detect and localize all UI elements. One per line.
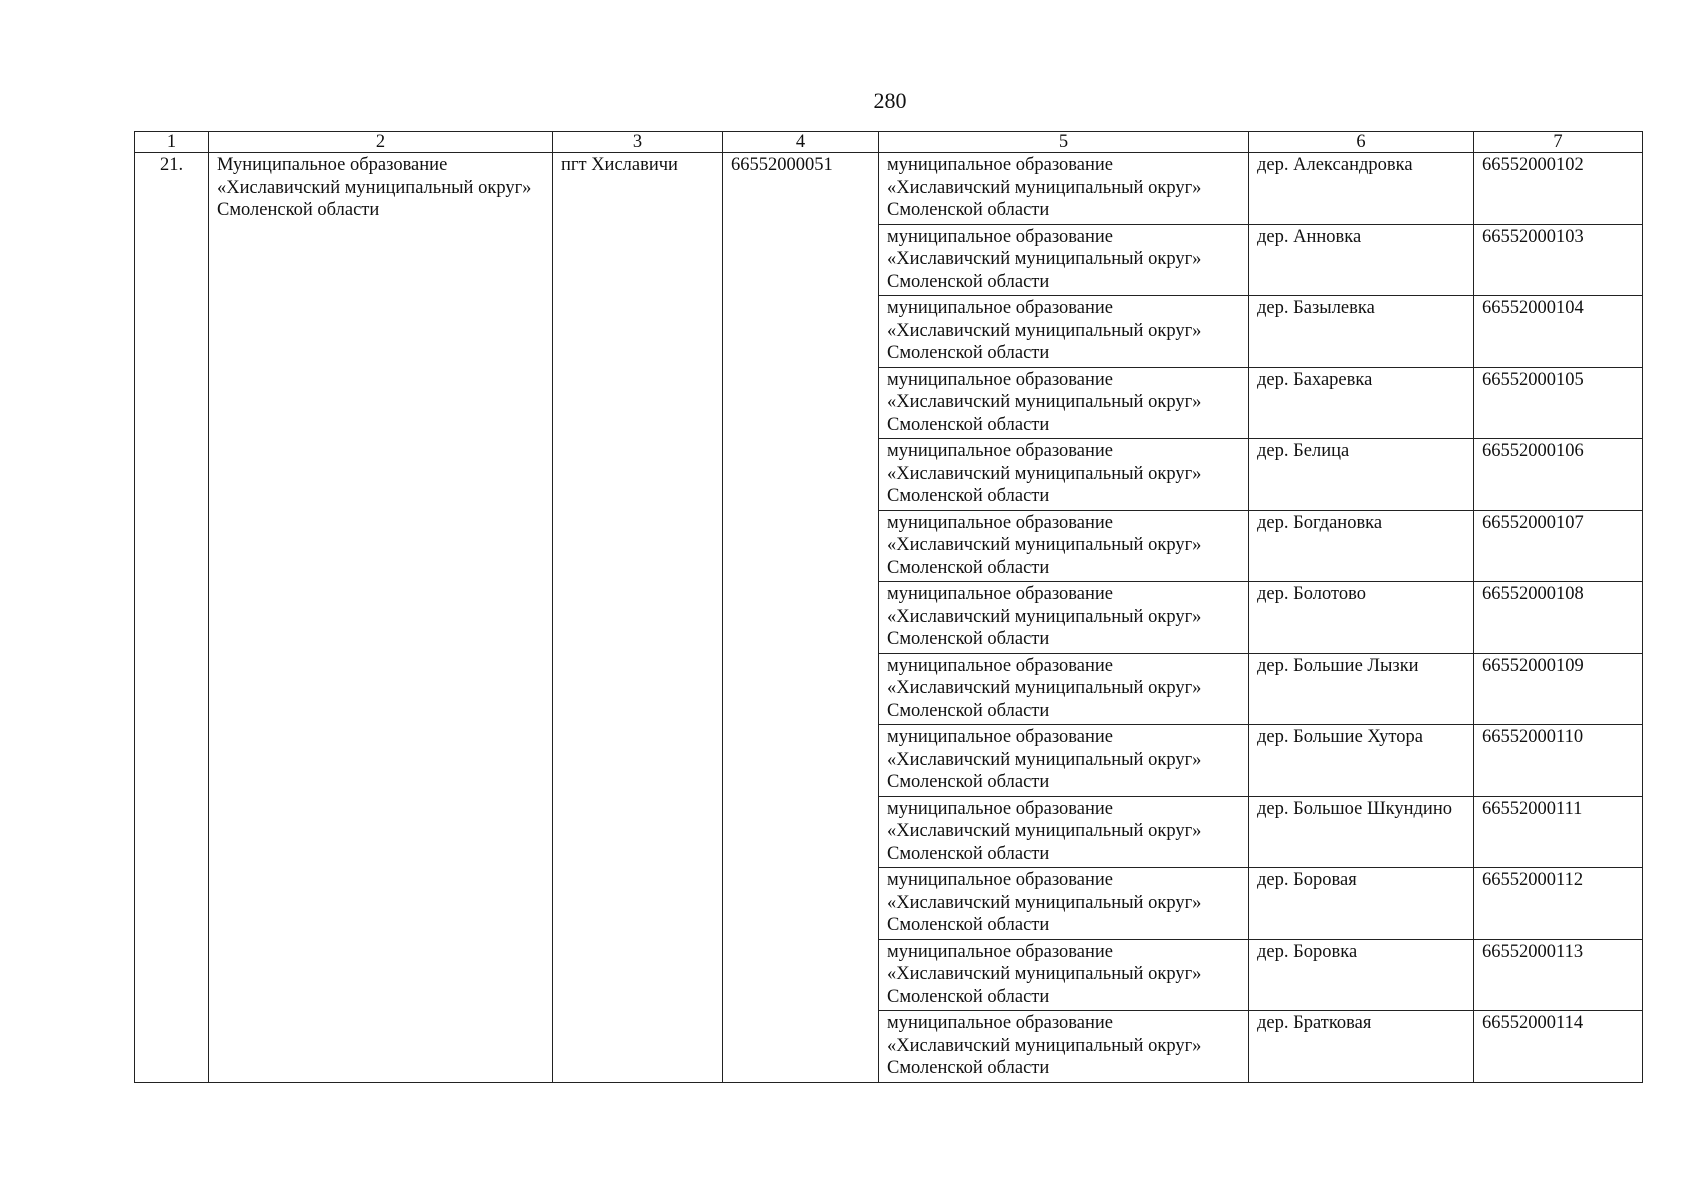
municipality-cell: муниципальное образование «Хиславичский муниципальный округ» Смоленской области (879, 224, 1249, 296)
okato-code-cell: 66552000111 (1474, 796, 1643, 868)
okato-code-cell: 66552000104 (1474, 296, 1643, 368)
municipality-cell: муниципальное образование «Хиславичский муниципальный округ» Смоленской области (879, 510, 1249, 582)
settlement-cell: дер. Братковая (1249, 1011, 1474, 1083)
municipality-cell: муниципальное образование «Хиславичский муниципальный округ» Смоленской области (879, 1011, 1249, 1083)
settlement-cell: дер. Большое Шкундино (1249, 796, 1474, 868)
settlement-cell: дер. Боровка (1249, 939, 1474, 1011)
settlement-cell: дер. Александровка (1249, 153, 1474, 225)
municipality-cell: муниципальное образование «Хиславичский муниципальный округ» Смоленской области (879, 725, 1249, 797)
settlement-cell: дер. Белица (1249, 439, 1474, 511)
header-row (135, 132, 1643, 153)
municipality-cell: муниципальное образование «Хиславичский муниципальный округ» Смоленской области (879, 939, 1249, 1011)
municipality-cell: муниципальное образование «Хиславичский муниципальный округ» Смоленской области (879, 367, 1249, 439)
settlement-cell: дер. Бахаревка (1249, 367, 1474, 439)
municipality-cell: муниципальное образование «Хиславичский муниципальный округ» Смоленской области (879, 439, 1249, 511)
okato-code-cell: 66552000102 (1474, 153, 1643, 225)
municipality-cell: муниципальное образование «Хиславичский муниципальный округ» Смоленской области (879, 582, 1249, 654)
okato-code-cell: 66552000114 (1474, 1011, 1643, 1083)
okato-code-cell: 66552000105 (1474, 367, 1643, 439)
municipality-cell: муниципальное образование «Хиславичский муниципальный округ» Смоленской области (879, 653, 1249, 725)
header-col-2: 2 (209, 132, 553, 153)
entry-name: Муниципальное образование «Хиславичский муниципальный округ» Смоленской области (209, 153, 553, 1083)
okato-code-cell: 66552000112 (1474, 868, 1643, 940)
okato-code-cell: 66552000106 (1474, 439, 1643, 511)
settlement-cell: дер. Болотово (1249, 582, 1474, 654)
settlement-cell: дер. Богдановка (1249, 510, 1474, 582)
page-number: 280 (873, 88, 907, 113)
okato-code-cell: 66552000109 (1474, 653, 1643, 725)
header-col-1: 1 (135, 132, 209, 153)
table-body (135, 153, 1643, 1083)
header-col-7: 7 (1474, 132, 1643, 153)
municipality-cell: муниципальное образование «Хиславичский муниципальный округ» Смоленской области (879, 153, 1249, 225)
table-row (135, 153, 1643, 225)
header-col-3: 3 (553, 132, 723, 153)
entry-number: 21. (135, 153, 209, 1083)
header-col-4: 4 (723, 132, 879, 153)
table-header (135, 132, 1643, 153)
okato-code-cell: 66552000103 (1474, 224, 1643, 296)
settlement-cell: дер. Анновка (1249, 224, 1474, 296)
settlement-cell: дер. Большие Хутора (1249, 725, 1474, 797)
municipality-cell: муниципальное образование «Хиславичский муниципальный округ» Смоленской области (879, 296, 1249, 368)
entry-code: 66552000051 (723, 153, 879, 1083)
settlement-cell: дер. Боровая (1249, 868, 1474, 940)
okato-code-cell: 66552000107 (1474, 510, 1643, 582)
settlement-cell: дер. Большие Лызки (1249, 653, 1474, 725)
okato-code-cell: 66552000113 (1474, 939, 1643, 1011)
municipality-cell: муниципальное образование «Хиславичский муниципальный округ» Смоленской области (879, 796, 1249, 868)
okato-code-cell: 66552000108 (1474, 582, 1643, 654)
municipality-cell: муниципальное образование «Хиславичский муниципальный округ» Смоленской области (879, 868, 1249, 940)
okato-code-cell: 66552000110 (1474, 725, 1643, 797)
header-col-6: 6 (1249, 132, 1474, 153)
settlements-table (134, 131, 1643, 1083)
header-col-5: 5 (879, 132, 1249, 153)
settlement-cell: дер. Базылевка (1249, 296, 1474, 368)
entry-center: пгт Хиславичи (553, 153, 723, 1083)
